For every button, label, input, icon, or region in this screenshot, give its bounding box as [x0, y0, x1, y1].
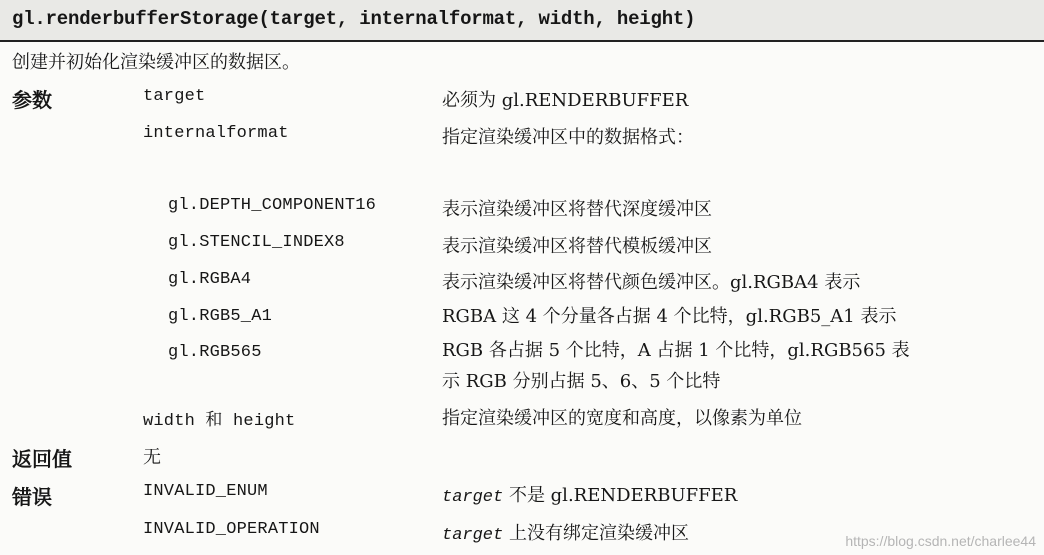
param-target-desc: 必须为 gl.RENDERBUFFER	[442, 90, 689, 111]
error-desc-param: target	[442, 526, 504, 545]
param-width-height-desc: 指定渲染缓冲区的宽度和高度，以像素为单位	[442, 408, 802, 429]
watermark: https://blog.csdn.net/charlee44	[845, 533, 1036, 549]
format-stencil-name: gl.STENCIL_INDEX8	[168, 233, 345, 252]
format-rgba4-name: gl.RGBA4	[168, 270, 252, 289]
format-rgb565-name: gl.RGB565	[168, 343, 262, 362]
format-rgb5a1-name: gl.RGB5_A1	[168, 307, 273, 326]
param-internalformat-name: internalformat	[143, 124, 289, 143]
header-rule	[0, 40, 1044, 42]
format-color-desc-line: RGB 各占据 5 个比特，A 占据 1 个比特，gl.RGB565 表	[442, 340, 910, 361]
return-value: 无	[143, 447, 161, 468]
format-color-desc-line: 表示渲染缓冲区将替代颜色缓冲区。gl.RGBA4 表示	[442, 272, 861, 293]
format-stencil-desc: 表示渲染缓冲区将替代模板缓冲区	[442, 236, 712, 257]
function-signature: gl.renderbufferStorage(target, internalformat, width, height)	[12, 8, 696, 30]
error-invalid-enum-desc	[442, 481, 737, 507]
error-invalid-enum-name: INVALID_ENUM	[143, 482, 268, 501]
format-depth-desc: 表示渲染缓冲区将替代深度缓冲区	[442, 199, 712, 220]
return-label: 返回值	[12, 447, 72, 471]
error-desc-param: target	[442, 488, 504, 507]
param-internalformat-desc: 指定渲染缓冲区中的数据格式：	[442, 127, 694, 148]
format-depth-name: gl.DEPTH_COMPONENT16	[168, 196, 377, 215]
params-label: 参数	[12, 88, 52, 112]
errors-label: 错误	[12, 485, 52, 509]
param-width-height-name: width 和 height	[143, 412, 296, 431]
param-target-name: target	[143, 87, 206, 106]
format-color-desc-line: RGBA 这 4 个分量各占据 4 个比特，gl.RGB5_A1 表示	[442, 306, 897, 327]
function-summary: 创建并初始化渲染缓冲区的数据区。	[12, 52, 300, 73]
error-desc-text: 不是 gl.RENDERBUFFER	[503, 485, 738, 506]
error-desc-text: 上没有绑定渲染缓冲区	[503, 523, 689, 544]
format-color-desc-line: 示 RGB 分别占据 5、6、5 个比特	[442, 371, 721, 392]
error-invalid-operation-desc	[442, 519, 689, 545]
error-invalid-operation-name: INVALID_OPERATION	[143, 520, 320, 539]
